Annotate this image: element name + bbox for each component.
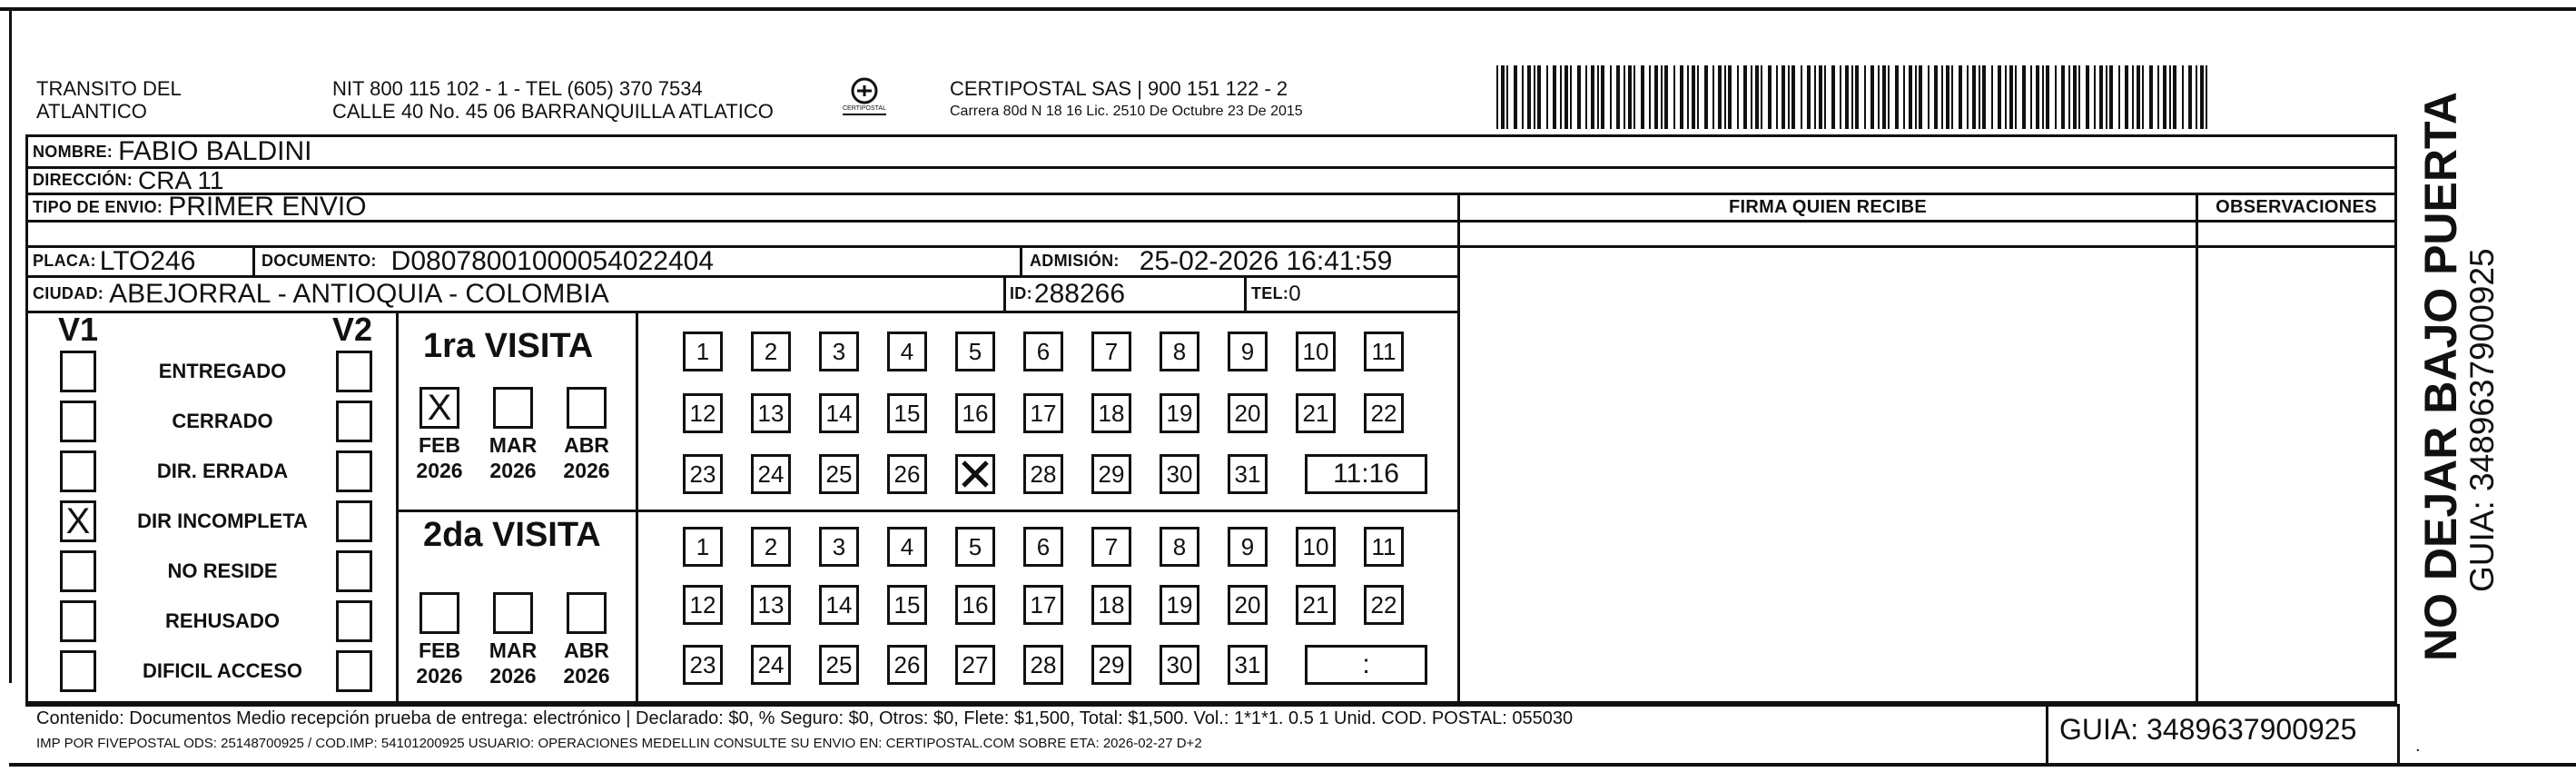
footer-guia-divider <box>2046 704 2048 763</box>
nombre-label: NOMBRE: <box>33 142 114 161</box>
barcode-bar <box>1649 65 1651 129</box>
tel-label: TEL: <box>1251 284 1289 302</box>
row-rule-7 <box>25 704 2397 707</box>
visit1-day-box[interactable]: 30 <box>1160 454 1199 494</box>
barcode-bar <box>1654 65 1658 129</box>
footer-print-line: IMP POR FIVEPOSTAL ODS: 25148700925 / COD.IMP: 54101200925 USUARIO: OPERACIONES MEDELLIN CONSULTE SU ENVIO EN: CERTIPOSTAL.COM SOBRE ETA: 2026-02-27 D+2 <box>36 736 1202 751</box>
barcode-bar <box>2118 65 2120 129</box>
visit2-day-box[interactable]: 6 <box>1023 527 1063 567</box>
barcode-bar <box>1998 65 2001 129</box>
visit1-month-checkbox[interactable] <box>493 387 533 429</box>
v1-label: V1 <box>58 311 99 348</box>
barcode-bar <box>1610 65 1612 129</box>
barcode-bar <box>1761 65 1762 129</box>
barcode-bar <box>2073 65 2077 129</box>
ciudad-field <box>33 277 609 311</box>
visit1-day-box[interactable]: 19 <box>1160 393 1199 433</box>
visit2-day-box[interactable]: 10 <box>1296 527 1336 567</box>
status-label: NO RESIDE <box>167 559 278 582</box>
barcode-bar <box>1991 65 1993 129</box>
visit2-day-box[interactable]: 7 <box>1091 527 1131 567</box>
barcode-bar <box>2196 65 2197 129</box>
visit1-time-box[interactable]: 11:16 <box>1305 454 1427 494</box>
barcode-bar <box>2099 65 2103 129</box>
barcode-bar <box>1633 65 1635 129</box>
visit1-month-label: FEB <box>419 433 460 457</box>
tel-divider <box>1244 275 1247 311</box>
barcode-bar <box>1882 65 1886 129</box>
visits-middle-rule <box>396 510 1460 512</box>
barcode-bar <box>1577 65 1581 129</box>
visit2-day-box[interactable]: 14 <box>819 585 859 625</box>
barcode-bar <box>1895 65 1899 129</box>
row-rule-3 <box>25 220 2397 223</box>
company-line-1: TRANSITO DEL <box>36 77 182 100</box>
company-contact <box>332 77 841 123</box>
admision-value: 25-02-2026 16:41:59 <box>1139 245 1393 276</box>
barcode-bar <box>1527 65 1531 129</box>
documento-label: DOCUMENTO: <box>262 252 377 270</box>
visit1-day-box[interactable]: 17 <box>1023 393 1063 433</box>
admision-divider <box>1020 245 1022 275</box>
firma-quien-recibe-label: FIRMA QUIEN RECIBE <box>1729 197 1927 217</box>
status-v2-checkbox[interactable] <box>336 600 372 642</box>
barcode-bar <box>1807 65 1811 129</box>
barcode-bar <box>1628 65 1632 129</box>
barcode-bar <box>1537 65 1541 129</box>
status-v2-checkbox[interactable] <box>336 351 372 392</box>
id-value: 288266 <box>1033 278 1126 309</box>
footer-right-edge <box>2397 704 2400 763</box>
status-label: DIFICIL ACCESO <box>142 659 302 682</box>
barcode-bar <box>2106 65 2107 129</box>
visit1-day-box[interactable]: 11 <box>1364 332 1404 371</box>
top-border <box>0 7 2576 11</box>
barcode-bar <box>1728 65 1732 129</box>
placa-field <box>33 247 195 275</box>
visit1-day-box[interactable]: 4 <box>887 332 927 371</box>
visit2-month-label: MAR <box>489 638 538 662</box>
barcode-bar <box>2125 65 2128 129</box>
id-label: ID: <box>1010 284 1032 302</box>
status-v2-checkbox[interactable] <box>336 550 372 592</box>
visit2-day-box[interactable]: 12 <box>683 585 723 625</box>
status-label: DIR INCOMPLETA <box>137 510 308 532</box>
status-label: REHUSADO <box>165 609 280 632</box>
barcode-bar <box>1501 65 1505 129</box>
visit2-day-box[interactable]: 15 <box>887 585 927 625</box>
barcode-bar <box>2009 65 2013 129</box>
barcode-bar <box>1909 65 1912 129</box>
barcode-bar <box>1768 65 1772 129</box>
visit1-day-box[interactable]: 26 <box>887 454 927 494</box>
visit1-day-box[interactable]: 22 <box>1364 393 1404 433</box>
barcode-bar <box>2005 65 2007 129</box>
direccion-row <box>33 167 223 193</box>
status-v2-checkbox[interactable] <box>336 650 372 692</box>
barcode-bar <box>2046 65 2049 129</box>
barcode-bar <box>1941 65 1943 129</box>
barcode-bar <box>1564 65 1568 129</box>
barcode-bar <box>1597 65 1599 129</box>
row-rule-1 <box>25 166 2397 169</box>
barcode-bar <box>2094 65 2096 129</box>
tel-value: 0 <box>1288 281 1301 306</box>
barcode-bar <box>1534 65 1535 129</box>
barcode-bar <box>1870 65 1874 129</box>
visit2-day-box[interactable]: 21 <box>1296 585 1336 625</box>
visit2-day-box[interactable]: 3 <box>819 527 859 567</box>
barcode-bar <box>1824 65 1826 129</box>
row-rule-6 <box>25 311 1460 313</box>
visit1-day-box[interactable]: 21 <box>1296 393 1336 433</box>
visit1-day-box[interactable]: 14 <box>819 393 859 433</box>
admision-label: ADMISIÓN: <box>1030 252 1120 270</box>
barcode-bar <box>2200 65 2204 129</box>
barcode-bar <box>2149 65 2153 129</box>
tipo-envio-label: TIPO DE ENVIO: <box>33 197 163 216</box>
barcode-bar <box>1959 65 1962 129</box>
visit2-day-box[interactable]: 31 <box>1228 645 1268 685</box>
certipostal-logo <box>837 76 892 122</box>
barcode-bar <box>1522 65 1524 129</box>
visit2-day-box[interactable]: 2 <box>751 527 791 567</box>
visit2-day-box[interactable]: 28 <box>1023 645 1063 685</box>
firma-divider <box>1457 193 1460 704</box>
barcode-bar <box>1743 65 1747 129</box>
visit2-day-box[interactable]: 18 <box>1091 585 1131 625</box>
placa-value: LTO246 <box>99 245 196 276</box>
barcode-bar <box>2055 65 2057 129</box>
barcode-bar <box>1928 65 1930 129</box>
visit2-title: 2da VISITA <box>423 516 601 554</box>
barcode-bar <box>1591 65 1594 129</box>
barcode-bar <box>1776 65 1778 129</box>
barcode-bar <box>2022 65 2026 129</box>
visit2-day-box[interactable]: 27 <box>955 645 995 685</box>
visit1-day-box[interactable]: 28 <box>1023 454 1063 494</box>
status-v1-checkbox[interactable] <box>60 450 96 492</box>
barcode-bar <box>1840 65 1841 129</box>
barcode-bar <box>1851 65 1853 129</box>
visit1-day-box[interactable]: 8 <box>1160 332 1199 371</box>
barcode-bar <box>1718 65 1722 129</box>
visit2-day-box[interactable]: 29 <box>1091 645 1131 685</box>
visit1-day-box[interactable]: 16 <box>955 393 995 433</box>
barcode-bar <box>1616 65 1620 129</box>
barcode-bar <box>1864 65 1866 129</box>
barcode-bar <box>1737 65 1739 129</box>
side-guia-text: GUIA: 3489637900925 <box>2463 248 2501 592</box>
tipo-envio-row <box>33 193 367 221</box>
v2-label: V2 <box>332 311 373 348</box>
visit1-month-label: ABR <box>564 433 609 457</box>
barcode-bar <box>2030 65 2032 129</box>
barcode-bar <box>1692 65 1695 129</box>
barcode-bar <box>2036 65 2039 129</box>
barcode-bar <box>2173 65 2176 129</box>
visit1-day-box[interactable]: 3 <box>819 332 859 371</box>
status-v1-checkbox[interactable]: X <box>60 500 96 542</box>
observaciones-divider <box>2196 193 2198 704</box>
barcode <box>1496 65 2214 129</box>
barcode-bar <box>1979 65 1980 129</box>
visit1-year-label: 2026 <box>416 459 463 482</box>
visit1-day-box[interactable]: 20 <box>1228 393 1268 433</box>
barcode-bar <box>2078 65 2080 129</box>
status-label: CERRADO <box>172 410 273 432</box>
nombre-row <box>33 136 312 167</box>
barcode-bar <box>1673 65 1675 129</box>
visit2-day-box[interactable]: 17 <box>1023 585 1063 625</box>
left-border <box>9 11 12 683</box>
visit2-day-box[interactable]: 13 <box>751 585 791 625</box>
barcode-bar <box>1814 65 1816 129</box>
company-name <box>36 77 327 123</box>
barcode-bar <box>2042 65 2044 129</box>
visit1-day-box[interactable]: 5 <box>955 332 995 371</box>
barcode-bar <box>2206 65 2207 129</box>
status-label: DIR. ERRADA <box>156 460 289 482</box>
visit1-day-box[interactable]: 12 <box>683 393 723 433</box>
status-label: ENTREGADO <box>158 360 287 382</box>
visit2-month-label: FEB <box>419 638 460 662</box>
nit-line: NIT 800 115 102 - 1 - TEL (605) 370 7534 <box>332 77 703 100</box>
barcode-bar <box>1982 65 1986 129</box>
barcode-bar <box>2169 65 2171 129</box>
visit2-month-label: ABR <box>564 638 609 662</box>
visit1-day-box[interactable]: 6 <box>1023 332 1063 371</box>
visit1-month-label: MAR <box>489 433 538 457</box>
visit2-day-box[interactable]: 23 <box>683 645 723 685</box>
barcode-bar <box>1781 65 1785 129</box>
barcode-bar <box>2163 65 2166 129</box>
ciudad-value: ABEJORRAL - ANTIOQUIA - COLOMBIA <box>109 278 609 309</box>
barcode-bar <box>2109 65 2113 129</box>
months-divider <box>636 311 638 704</box>
status-v1-checkbox[interactable] <box>60 550 96 592</box>
admision-field <box>1030 247 1392 275</box>
visit2-month-checkbox[interactable] <box>567 592 607 634</box>
barcode-bar <box>1951 65 1953 129</box>
visit1-month-checkbox[interactable] <box>567 387 607 429</box>
barcode-bar <box>1878 65 1880 129</box>
nombre-value: FABIO BALDINI <box>118 136 312 166</box>
visit2-day-box[interactable]: 24 <box>751 645 791 685</box>
barcode-bar <box>2061 65 2065 129</box>
visit1-day-box[interactable]: 13 <box>751 393 791 433</box>
visit2-month-checkbox[interactable] <box>493 592 533 634</box>
barcode-bar <box>1967 65 1969 129</box>
documento-value: D08078001000054022404 <box>390 245 715 276</box>
barcode-bar <box>1697 65 1699 129</box>
status-v2-checkbox[interactable] <box>336 500 372 542</box>
status-v2-checkbox[interactable] <box>336 450 372 492</box>
direccion-label: DIRECCIÓN: <box>33 171 133 189</box>
barcode-bar <box>2157 65 2159 129</box>
tel-field <box>1251 277 1301 311</box>
visit1-title: 1ra VISITA <box>423 327 594 365</box>
barcode-bar <box>2015 65 2017 129</box>
visit1-month-checkbox[interactable]: X <box>419 387 459 429</box>
visit1-day-box[interactable]: 9 <box>1228 332 1268 371</box>
placa-divider <box>252 245 255 275</box>
day-check-mark-icon <box>958 457 992 491</box>
visit2-day-box[interactable]: 16 <box>955 585 995 625</box>
barcode-bar <box>1946 65 1949 129</box>
barcode-bar <box>1751 65 1752 129</box>
barcode-bar <box>1915 65 1917 129</box>
barcode-bar <box>1641 65 1644 129</box>
barcode-bar <box>1791 65 1795 129</box>
visit2-day-box[interactable]: 9 <box>1228 527 1268 567</box>
logo-text: CERTIPOSTAL <box>843 105 886 112</box>
barcode-bar <box>1831 65 1835 129</box>
documento-field <box>262 247 714 275</box>
visit1-day-box[interactable]: 18 <box>1091 393 1131 433</box>
barcode-bar <box>1712 65 1714 129</box>
barcode-bar <box>1560 65 1562 129</box>
barcode-bar <box>1819 65 1822 129</box>
visit2-day-box[interactable]: 4 <box>887 527 927 567</box>
visit2-day-box[interactable]: 19 <box>1160 585 1199 625</box>
visit1-year-label: 2026 <box>563 459 610 482</box>
barcode-bar <box>1553 65 1556 129</box>
visit1-day-box[interactable]: 24 <box>751 454 791 494</box>
barcode-bar <box>1934 65 1938 129</box>
barcode-bar <box>2188 65 2192 129</box>
visit2-day-box[interactable]: 30 <box>1160 645 1199 685</box>
visit2-time-box[interactable]: : <box>1305 645 1427 685</box>
barcode-bar <box>2137 65 2140 129</box>
barcode-bar <box>2182 65 2184 129</box>
barcode-bar <box>1506 65 1508 129</box>
barcode-bar <box>2068 65 2070 129</box>
barcode-bar <box>2086 65 2089 129</box>
visit1-day-box[interactable] <box>955 454 995 494</box>
visit1-day-box[interactable]: 1 <box>683 332 723 371</box>
visit2-day-box[interactable]: 20 <box>1228 585 1268 625</box>
observaciones-label: OBSERVACIONES <box>2216 197 2377 217</box>
visit1-day-box[interactable]: 2 <box>751 332 791 371</box>
barcode-bar <box>1680 65 1683 129</box>
barcode-bar <box>1972 65 1976 129</box>
visit2-day-box[interactable]: 11 <box>1364 527 1404 567</box>
status-v2-checkbox[interactable] <box>336 401 372 442</box>
visit1-day-box[interactable]: 15 <box>887 393 927 433</box>
id-field <box>1010 277 1125 311</box>
barcode-bar <box>1888 65 1890 129</box>
barcode-bar <box>1496 65 1498 129</box>
visit2-day-box[interactable]: 22 <box>1364 585 1404 625</box>
visit2-day-box[interactable]: 1 <box>683 527 723 567</box>
barcode-bar <box>1570 65 1572 129</box>
barcode-bar <box>1546 65 1548 129</box>
barcode-bar <box>1724 65 1726 129</box>
side-warning-text: NO DEJAR BAJO PUERTA <box>2415 92 2466 661</box>
visit2-day-box[interactable]: 5 <box>955 527 995 567</box>
barcode-bar <box>1624 65 1625 129</box>
barcode-bar <box>2142 65 2144 129</box>
visit2-year-label: 2026 <box>489 664 537 688</box>
company-line-2: ATLANTICO <box>36 100 147 123</box>
visit1-day-box[interactable]: 31 <box>1228 454 1268 494</box>
visit2-year-label: 2026 <box>563 664 610 688</box>
visit2-month-checkbox[interactable] <box>419 592 459 634</box>
visits-left-divider <box>396 311 399 704</box>
status-v1-checkbox[interactable] <box>60 600 96 642</box>
courier-info <box>950 77 1458 123</box>
barcode-bar <box>1661 65 1663 129</box>
barcode-bar <box>1687 65 1689 129</box>
bottom-border <box>9 763 2576 767</box>
barcode-bar <box>1845 65 1849 129</box>
footer-guia-number: GUIA: 3489637900925 <box>2059 713 2357 746</box>
visit1-year-label: 2026 <box>489 459 537 482</box>
barcode-bar <box>2132 65 2134 129</box>
tipo-envio-value: PRIMER ENVIO <box>168 192 367 222</box>
visit2-day-box[interactable]: 25 <box>819 645 859 685</box>
barcode-bar <box>1664 65 1668 129</box>
ciudad-label: CIUDAD: <box>33 284 104 302</box>
status-v1-checkbox[interactable] <box>60 401 96 442</box>
footer-contents-line: Contenido: Documentos Medio recepción prueba de entrega: electrónico | Declarado: $0, % Seguro: $0, Otros: $0, Flete: $1,500, Total: $1,500. Vol.: 1*1*1. 0.5 1 Unid. COD. POSTAL: 055030 <box>36 708 1574 728</box>
barcode-bar <box>1514 65 1517 129</box>
stray-mark: . <box>2415 736 2421 756</box>
barcode-bar <box>1919 65 1922 129</box>
status-v1-checkbox[interactable] <box>60 650 96 692</box>
courier-line-2: Carrera 80d N 18 16 Lic. 2510 De Octubre 23 De 2015 <box>950 104 1303 119</box>
barcode-bar <box>1704 65 1708 129</box>
visit1-day-box[interactable]: 10 <box>1296 332 1336 371</box>
id-divider <box>1003 275 1006 311</box>
visit2-day-box[interactable]: 26 <box>887 645 927 685</box>
courier-line-1: CERTIPOSTAL SAS | 900 151 122 - 2 <box>950 77 1288 100</box>
barcode-bar <box>1903 65 1905 129</box>
visit1-day-box[interactable]: 29 <box>1091 454 1131 494</box>
status-v1-checkbox[interactable] <box>60 351 96 392</box>
visit2-year-label: 2026 <box>416 664 463 688</box>
address-line: CALLE 40 No. 45 06 BARRANQUILLA ATLATICO <box>332 100 774 123</box>
barcode-bar <box>1855 65 1859 129</box>
barcode-bar <box>1585 65 1587 129</box>
direccion-value: CRA 11 <box>138 165 224 194</box>
visit2-day-box[interactable]: 8 <box>1160 527 1199 567</box>
visit1-day-box[interactable]: 7 <box>1091 332 1131 371</box>
visit1-day-box[interactable]: 23 <box>683 454 723 494</box>
visit1-day-box[interactable]: 25 <box>819 454 859 494</box>
barcode-bar <box>1601 65 1604 129</box>
barcode-bar <box>1788 65 1790 129</box>
barcode-bar <box>1801 65 1802 129</box>
barcode-bar <box>1755 65 1759 129</box>
placa-label: PLACA: <box>33 252 96 270</box>
